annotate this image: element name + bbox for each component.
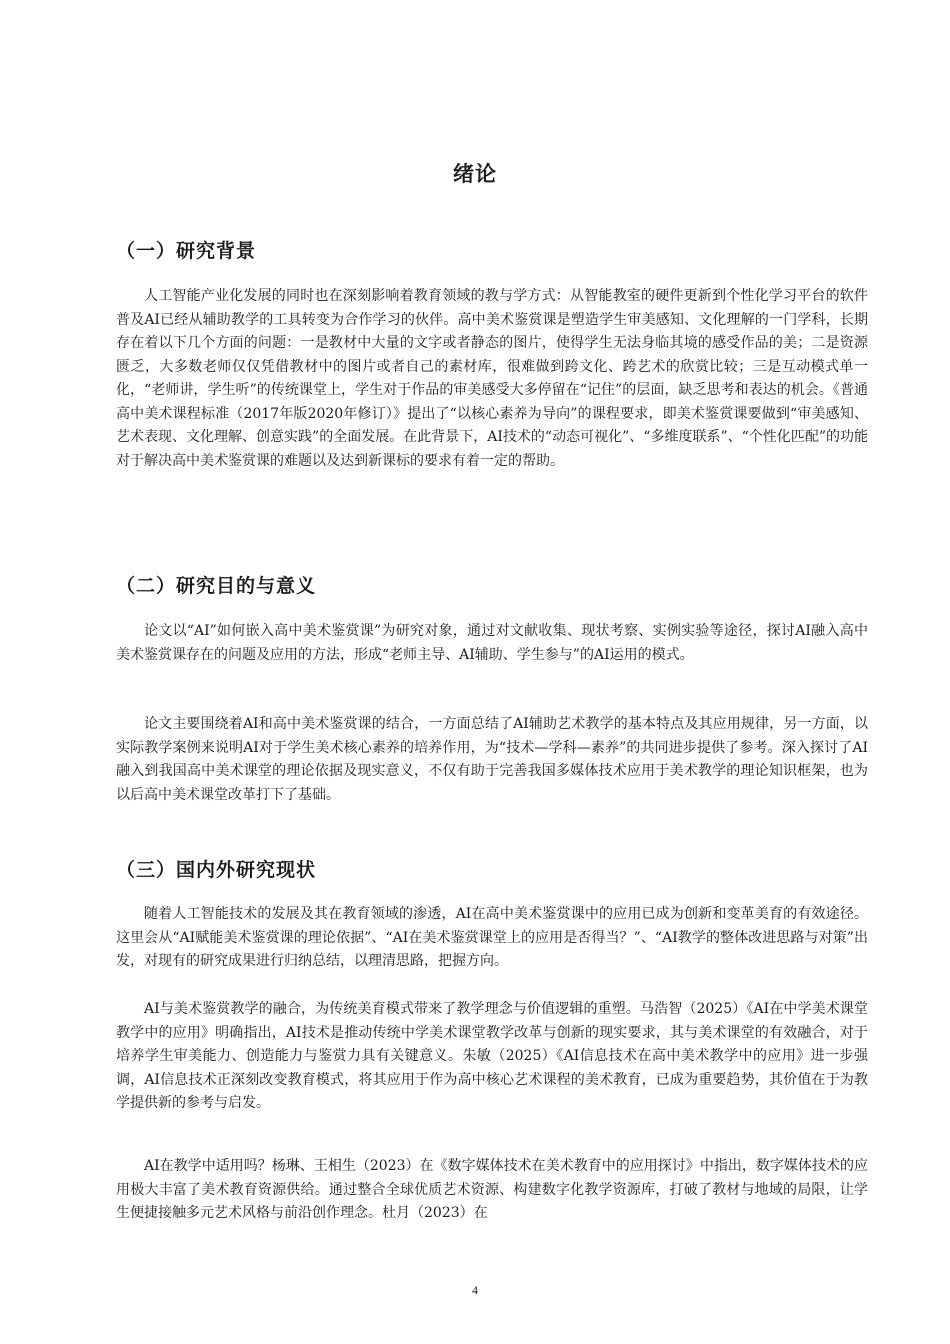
section-heading-background: （一）研究背景 xyxy=(116,240,257,262)
chapter-title: 绪论 xyxy=(453,162,497,186)
paragraph-purpose-2: 论文主要围绕着AI和高中美术鉴赏课的结合，一方面总结了AI辅助艺术教学的基本特点及其应用规律，另一方面，以实际教学案例来说明AI对于学生美术核心素养的培养作用，为“技术—学科—素养”的共同进步提供了参考。深入探讨了AI融入到我国高中美术课堂的理论依据及现实意义，不仅有助于完善我国多媒体技术应用于美术教学的理论知识框架，也为以后高中美术课堂改革打下了基础。 xyxy=(116,716,868,803)
paragraph-status-2: AI与美术鉴赏教学的融合，为传统美育模式带来了教学理念与价值逻辑的重塑。马浩智（2025）《AI在中学美术课堂教学中的应用》明确指出，AI技术是推动传统中学美术课堂教学改革与创新的现实要求，其与美术课堂的有效融合，对于培养学生审美能力、创造能力与鉴赏力具有关键意义。朱敏（2025）《AI信息技术在高中美术教学中的应用》进一步强调，AI信息技术正深刻改变教育模式，将其应用于作为高中核心艺术课程的美术教育，已成为重要趋势，其价值在于为教学提供新的参考与启发。 xyxy=(116,1001,868,1111)
paragraph-status-3: AI在教学中适用吗？杨琳、王相生（2023）在《数字媒体技术在美术教育中的应用探讨》中指出，数字媒体技术的应用极大丰富了美术教育资源供给。通过整合全球优质艺术资源、构建数字化教学资源库，打破了教材与地域的局限，让学生便捷接触多元艺术风格与前沿创作理念。杜月（2023）在 xyxy=(116,1158,868,1221)
paragraph-status-1: 随着人工智能技术的发展及其在教育领域的渗透，AI在高中美术鉴赏课中的应用已成为创新和变革美育的有效途径。这里会从“AI赋能美术鉴赏课的理论依据”、“AI在美术鉴赏课堂上的应用是否得当？”、“AI教学的整体改进思路与对策”出发，对现有的研究成果进行归纳总结，以理清思路，把握方向。 xyxy=(116,906,868,969)
paragraph-purpose-1: 论文以“AI”如何嵌入高中美术鉴赏课”为研究对象，通过对文献收集、现状考察、实例实验等途径，探讨AI融入高中美术鉴赏课存在的问题及应用的方法，形成“老师主导、AI辅助、学生参与”的AI运用的模式。 xyxy=(116,623,868,663)
page-number: 4 xyxy=(472,1283,478,1297)
paragraph-background: 人工智能产业化发展的同时也在深刻影响着教育领域的教与学方式：从智能教室的硬件更新到个性化学习平台的软件普及AI已经从辅助教学的工具转变为合作学习的伙伴。高中美术鉴赏课是塑造学生审美感知、文化理解的一门学科，长期存在着以下几个方面的问题：一是教材中大量的文字或者静态的图片，使得学生无法身临其境的感受作品的美；二是资源匮乏，大多数老师仅仅凭借教材中的图片或者自己的素材库，很难做到跨文化、跨艺术的欣赏比较；三是互动模式单一化，“老师讲，学生听”的传统课堂上，学生对于作品的审美感受大多停留在“记住”的层面，缺乏思考和表达的机会。《普通高中美术课程标准（2017年版2020年修订）》提出了“以核心素养为导向”的课程要求，即美术鉴赏课要做到“审美感知、艺术表现、文化理解、创意实践”的全面发展。在此背景下，AI技术的“动态可视化”、“多维度联系”、“个性化匹配”的功能对于解决高中美术鉴赏课的难题以及达到新课标的要求有着一定的帮助。 xyxy=(116,288,868,469)
section-heading-research-status: （三）国内外研究现状 xyxy=(116,859,317,881)
section-heading-purpose: （二）研究目的与意义 xyxy=(116,575,317,597)
